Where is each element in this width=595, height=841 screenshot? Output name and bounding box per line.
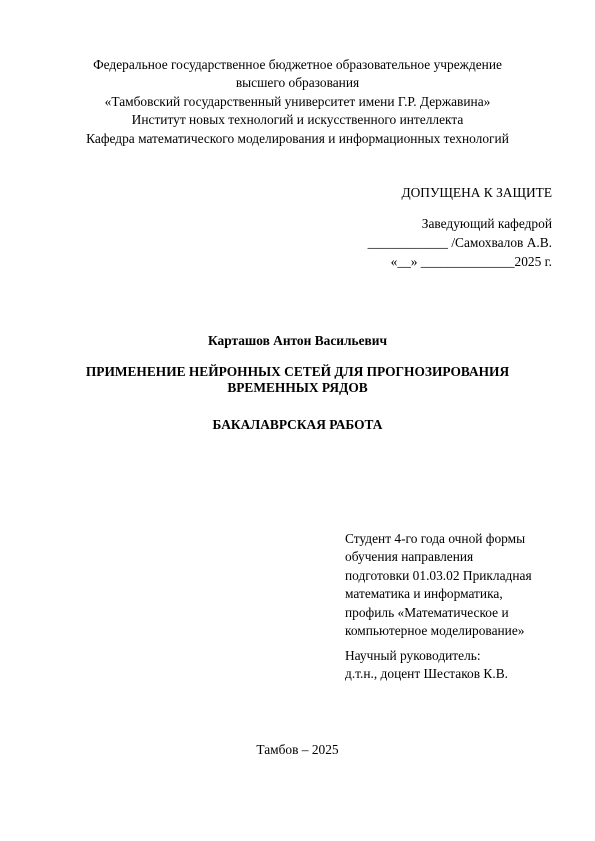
student-line: профиль «Математическое и (345, 604, 509, 620)
header-line: Кафедра математического моделирования и информационных технологий (86, 130, 509, 146)
student-line: обучения направления (345, 549, 474, 565)
city-year: Тамбов – 2025 (256, 742, 339, 757)
approval-date: «__» ______________2025 г. (390, 254, 552, 269)
student-line: подготовки 01.03.02 Прикладная (345, 567, 532, 583)
work-title-line: ПРИМЕНЕНИЕ НЕЙРОННЫХ СЕТЕЙ ДЛЯ ПРОГНОЗИРОВАНИЯ (85, 364, 510, 379)
header-line: высшего образования (235, 75, 360, 91)
supervisor-line: д.т.н., доцент Шестаков К.В. (345, 666, 508, 682)
student-info (345, 530, 575, 640)
header-line: «Тамбовский государственный университет имени Г.Р. Державина» (104, 93, 491, 109)
supervisor-line: Научный руководитель: (345, 648, 481, 663)
student-line: Студент 4-го года очной формы (345, 531, 526, 546)
author-name: Карташов Антон Васильевич (207, 333, 388, 348)
approval-signature: ____________ /Самохвалов А.В. (367, 235, 552, 250)
approval-position: Заведующий кафедрой (421, 216, 552, 231)
supervisor-info (345, 647, 575, 684)
student-line: математика и информатика, (345, 586, 503, 602)
header-line: Институт новых технологий и искусственного интеллекта (131, 112, 464, 128)
work-type: БАКАЛАВРСКАЯ РАБОТА (212, 417, 383, 432)
header-line: Федеральное государственное бюджетное образовательное учреждение (93, 57, 502, 72)
work-title (60, 364, 535, 396)
student-line: компьютерное моделирование» (345, 623, 525, 639)
approval-title: ДОПУЩЕНА К ЗАЩИТЕ (401, 185, 552, 200)
work-title-line: ВРЕМЕННЫХ РЯДОВ (227, 380, 368, 395)
institution-header (60, 56, 535, 148)
